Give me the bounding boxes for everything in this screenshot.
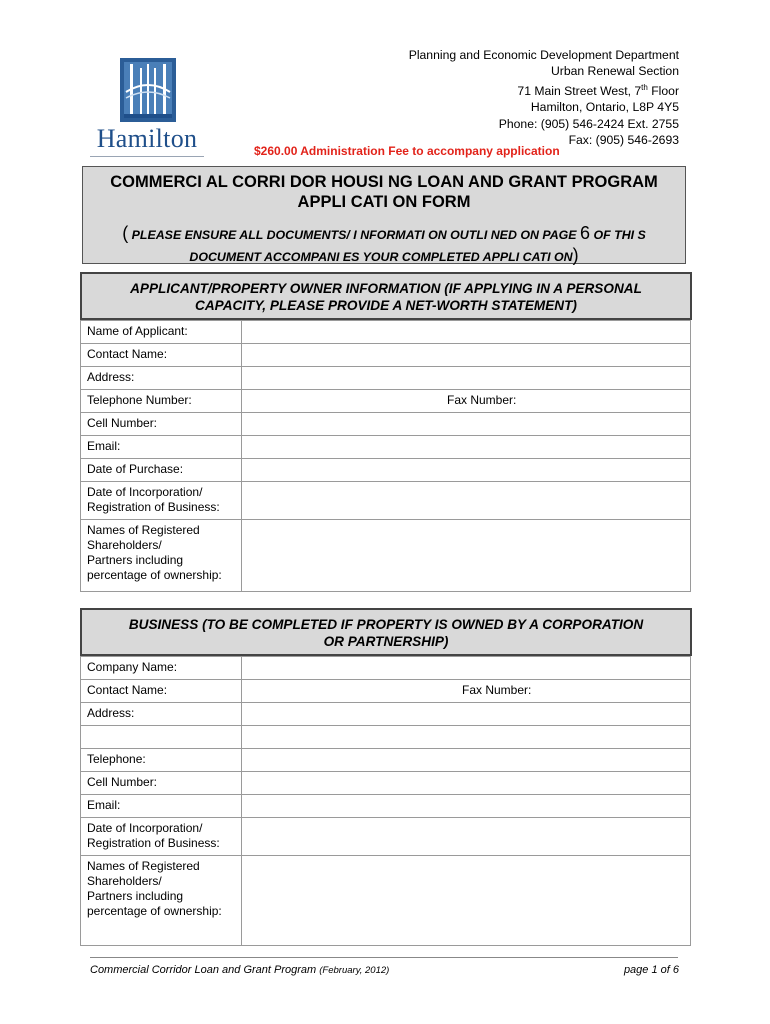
table-row bbox=[81, 772, 691, 795]
business-incorporation-label: Date of Incorporation/ Registration of Business: bbox=[81, 818, 242, 856]
note-text-1: PLEASE ENSURE ALL DOCUMENTS/ I NFORMATI ON OUTLI NED ON PAGE bbox=[128, 228, 581, 242]
note-text-3: DOCUMENT ACCOMPANI ES YOUR COMPLETED APPLI CATI ON bbox=[189, 250, 573, 264]
business-fax-number-label: Fax Number: bbox=[462, 683, 532, 697]
business-shareholders-field[interactable] bbox=[242, 856, 691, 946]
note-close-paren: ) bbox=[572, 245, 579, 265]
section-heading-line: OR PARTNERSHIP) bbox=[323, 634, 449, 649]
business-email-label: Email: bbox=[81, 795, 242, 818]
business-contact-name-label: Contact Name: bbox=[81, 680, 242, 703]
note-page-number: 6 bbox=[580, 223, 591, 243]
address-label: Address: bbox=[81, 367, 242, 390]
shareholders-label: Names of Registered Shareholders/ Partners including percentage of ownership: bbox=[81, 520, 242, 592]
table-row bbox=[81, 749, 691, 772]
table-row bbox=[81, 390, 691, 413]
company-name-label: Company Name: bbox=[81, 657, 242, 680]
section-applicant-heading bbox=[80, 272, 692, 320]
table-row bbox=[81, 344, 691, 367]
fee-notice: $260.00 Administration Fee to accompany application bbox=[254, 144, 560, 158]
footer-date: (February, 2012) bbox=[319, 965, 390, 976]
business-contact-name-field[interactable] bbox=[242, 680, 691, 703]
business-cell-number-field[interactable] bbox=[242, 772, 691, 795]
table-row bbox=[81, 520, 691, 592]
business-address-line2-label bbox=[81, 726, 242, 749]
table-row bbox=[81, 459, 691, 482]
footer-divider bbox=[90, 957, 678, 958]
company-name-field[interactable] bbox=[242, 657, 691, 680]
documents-note bbox=[83, 223, 685, 267]
cell-number-label: Cell Number: bbox=[81, 413, 242, 436]
section-business-heading bbox=[80, 608, 692, 656]
telephone-field[interactable] bbox=[242, 390, 691, 413]
section-heading-line: BUSINESS (TO BE COMPLETED IF PROPERTY IS OWNED BY A CORPORATION bbox=[128, 617, 644, 632]
business-address-field[interactable] bbox=[242, 703, 691, 726]
business-address-label: Address: bbox=[81, 703, 242, 726]
table-row bbox=[81, 856, 691, 946]
contact-name-field[interactable] bbox=[242, 344, 691, 367]
department-line: Hamilton, Ontario, L8P 4Y5 bbox=[530, 100, 679, 115]
applicant-name-field[interactable] bbox=[242, 321, 691, 344]
table-row bbox=[81, 436, 691, 459]
footer-page-number: page 1 of 6 bbox=[623, 964, 679, 976]
business-telephone-field[interactable] bbox=[242, 749, 691, 772]
fax-number-label: Fax Number: bbox=[447, 393, 517, 407]
table-row bbox=[81, 482, 691, 520]
business-info-table bbox=[80, 656, 691, 946]
department-address bbox=[409, 47, 679, 149]
logo-wordmark: Hamilton bbox=[96, 124, 198, 153]
applicant-name-label: Name of Applicant: bbox=[81, 321, 242, 344]
table-row bbox=[81, 818, 691, 856]
form-title bbox=[83, 172, 685, 212]
business-incorporation-field[interactable] bbox=[242, 818, 691, 856]
business-shareholders-label: Names of Registered Shareholders/ Partners including percentage of ownership: bbox=[81, 856, 242, 946]
footer-program: Commercial Corridor Loan and Grant Program (February, 2012) bbox=[90, 964, 390, 976]
business-telephone-label: Telephone: bbox=[81, 749, 242, 772]
contact-name-label: Contact Name: bbox=[81, 344, 242, 367]
table-row bbox=[81, 795, 691, 818]
department-line: Planning and Economic Development Department bbox=[408, 48, 679, 62]
table-row bbox=[81, 413, 691, 436]
section-heading-line: APPLICANT/PROPERTY OWNER INFORMATION (IF APPLYING IN A PERSONAL bbox=[130, 281, 642, 296]
table-row bbox=[81, 726, 691, 749]
section-heading-line: CAPACITY, PLEASE PROVIDE A NET-WORTH STATEMENT) bbox=[195, 298, 577, 313]
table-row bbox=[81, 657, 691, 680]
date-of-purchase-label: Date of Purchase: bbox=[81, 459, 242, 482]
title-line-1: COMMERCI AL CORRI DOR HOUSI NG LOAN AND GRANT PROGRAM bbox=[110, 173, 658, 191]
incorporation-date-field[interactable] bbox=[242, 482, 691, 520]
hamilton-logo bbox=[88, 58, 206, 158]
department-line: Fax: (905) 546-2693 bbox=[568, 133, 679, 148]
incorporation-date-label: Date of Incorporation/ Registration of Business: bbox=[81, 482, 242, 520]
business-cell-number-label: Cell Number: bbox=[81, 772, 242, 795]
table-row bbox=[81, 680, 691, 703]
email-field[interactable] bbox=[242, 436, 691, 459]
address-field[interactable] bbox=[242, 367, 691, 390]
note-text-2: OF THI S bbox=[590, 228, 646, 242]
hamilton-logo-icon bbox=[120, 58, 176, 122]
cell-number-field[interactable] bbox=[242, 413, 691, 436]
telephone-label: Telephone Number: bbox=[81, 390, 242, 413]
form-title-box bbox=[82, 166, 686, 264]
title-line-2: APPLI CATI ON FORM bbox=[297, 193, 471, 211]
note-open-paren: ( bbox=[122, 223, 129, 243]
applicant-info-table bbox=[80, 320, 691, 592]
table-row bbox=[81, 367, 691, 390]
shareholders-field[interactable] bbox=[242, 520, 691, 592]
table-row bbox=[81, 703, 691, 726]
email-label: Email: bbox=[81, 436, 242, 459]
date-of-purchase-field[interactable] bbox=[242, 459, 691, 482]
table-row bbox=[81, 321, 691, 344]
department-line: Phone: (905) 546-2424 Ext. 2755 bbox=[498, 116, 679, 131]
department-line: Urban Renewal Section bbox=[550, 64, 679, 79]
business-address-line2-field[interactable] bbox=[242, 726, 691, 749]
business-email-field[interactable] bbox=[242, 795, 691, 818]
department-line: 71 Main Street West, 7th Floor bbox=[517, 82, 679, 98]
logo-underline bbox=[90, 156, 204, 157]
